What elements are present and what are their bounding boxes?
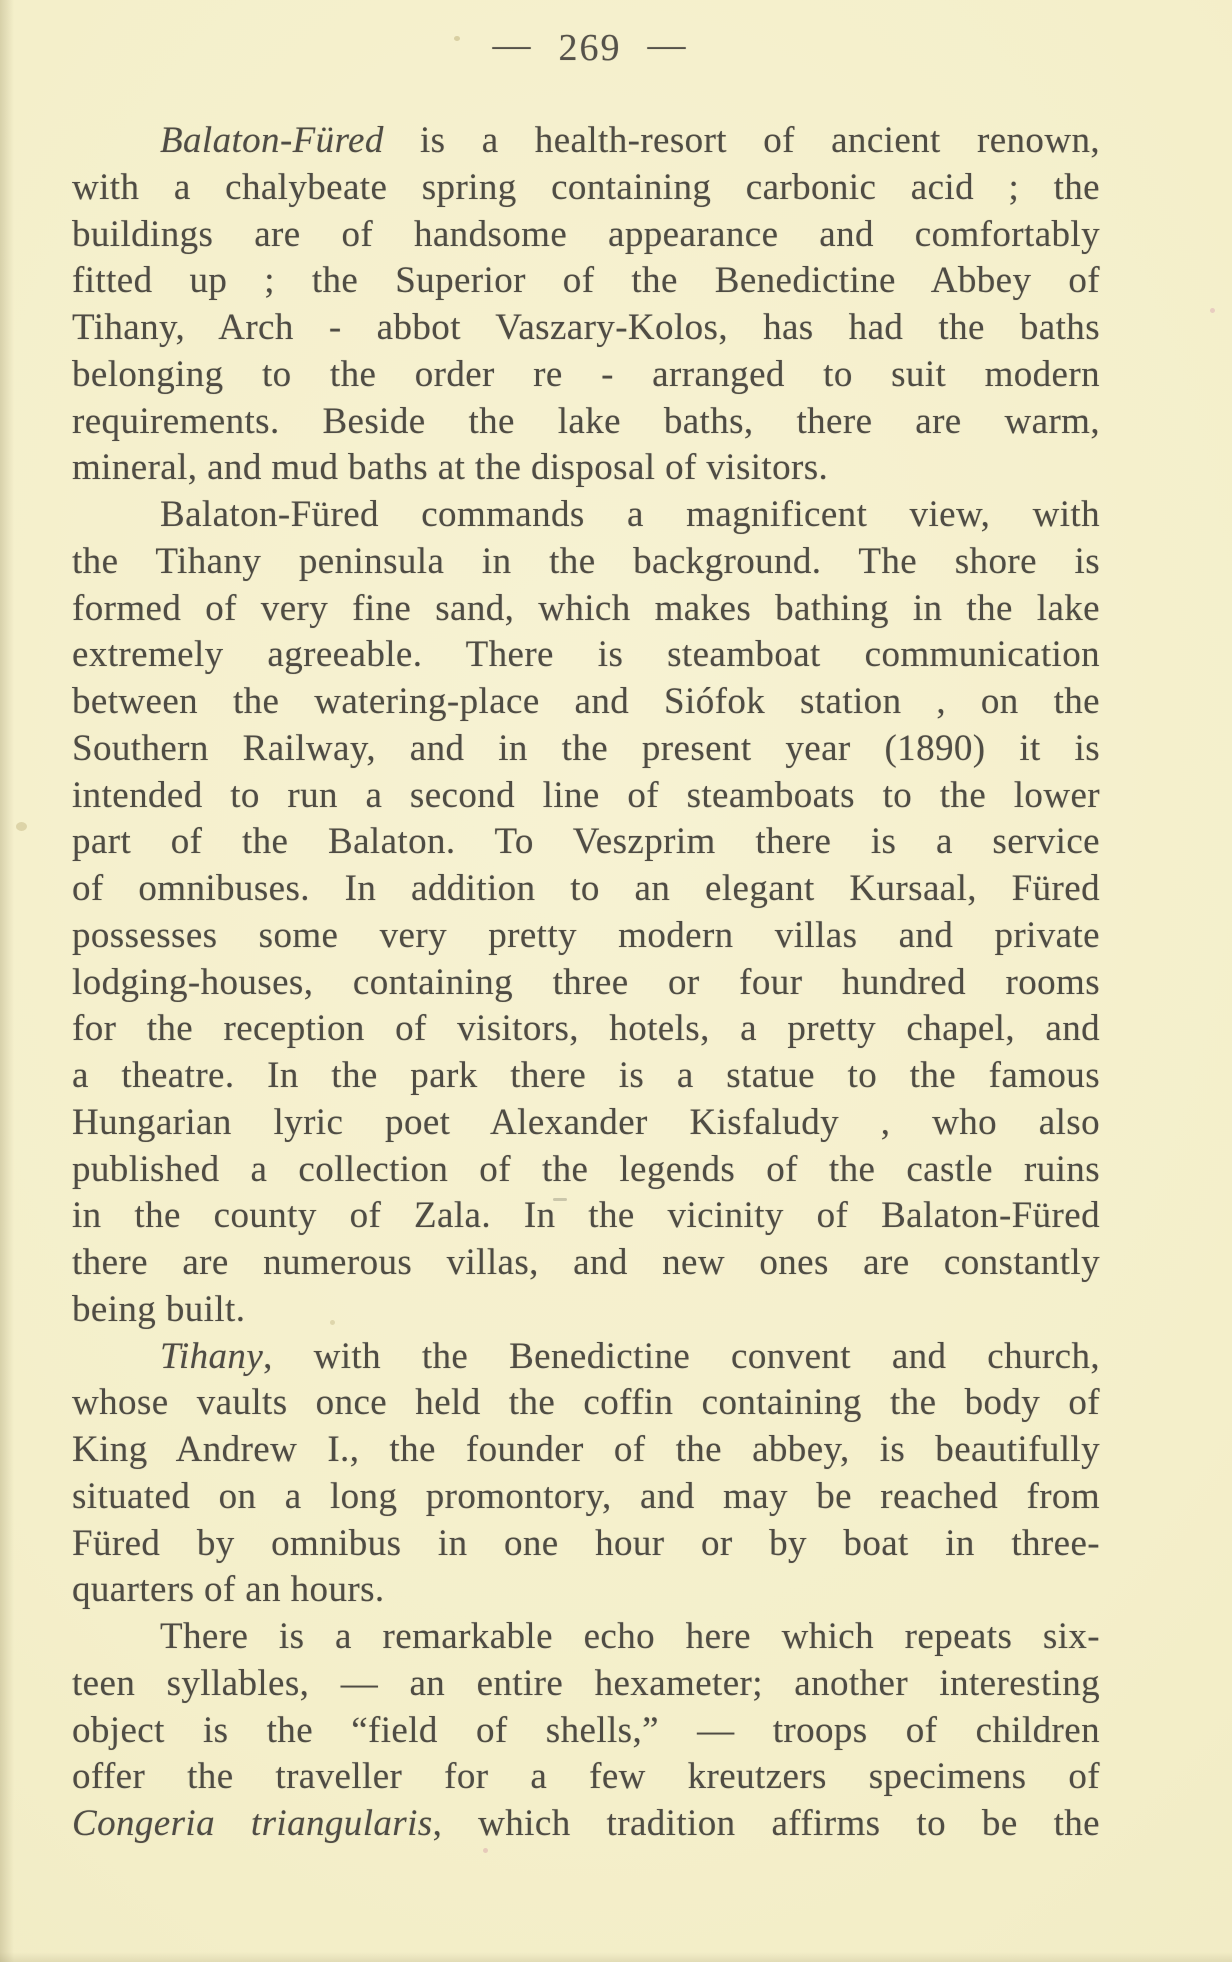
text-line: [72, 866, 1100, 913]
text-line: [72, 445, 1100, 492]
text-segment: There is a remarkable echo here which repeats six-: [160, 1616, 1100, 1657]
text-segment: whose vaults once held the coffin containing the body of: [72, 1382, 1100, 1424]
page-number-value: 269: [558, 27, 622, 69]
text-block: [72, 118, 1100, 1848]
text-segment: for the reception of visitors, hotels, a pretty chapel, and: [72, 1008, 1100, 1050]
paper-speck: [483, 1848, 488, 1853]
text-segment: situated on a long promontory, and may be reached from: [72, 1475, 1100, 1517]
text-segment: requirements. Beside the lake baths, there are warm,: [72, 400, 1100, 442]
text-line: [72, 1006, 1100, 1053]
text-line: [72, 773, 1100, 820]
text-segment: Hungarian lyric poet Alexander Kisfaludy , who also: [72, 1101, 1100, 1143]
text-segment: the Tihany peninsula in the background. The shore is: [72, 540, 1100, 582]
text-line: [72, 1567, 1100, 1614]
text-line: [72, 1240, 1100, 1287]
text-segment: extremely agreeable. There is steamboat communication: [72, 634, 1100, 676]
page-edge-shadow-left: [0, 0, 14, 1962]
text-segment: buildings are of handsome appearance and comfortably: [72, 213, 1100, 255]
paragraph: [72, 118, 1100, 492]
paragraph: [72, 1614, 1100, 1848]
text-segment: formed of very fine sand, which makes bathing in the lake: [72, 587, 1100, 629]
text-line: [72, 819, 1100, 866]
text-segment: Tihany, Arch - abbot Vaszary-Kolos, has had the baths: [72, 307, 1100, 348]
text-segment: belonging to the order re - arranged to suit modern: [72, 353, 1100, 395]
text-segment: between the watering-place and Siófok station , on the: [72, 681, 1100, 722]
text-segment: object is the “field of shells,” — troops of children: [72, 1709, 1100, 1751]
text-segment: a theatre. In the park there is a statue to the famous: [72, 1055, 1100, 1096]
text-segment: , which tradition affirms to be the: [432, 1803, 1100, 1844]
text-line: [72, 1521, 1100, 1568]
text-segment: of omnibuses. In addition to an elegant Kursaal, Füred: [72, 868, 1100, 909]
text-segment: Balaton-Füred commands a magnificent view, with: [160, 494, 1100, 535]
text-line: [72, 1708, 1100, 1755]
text-line: [72, 1193, 1100, 1240]
text-line: [72, 118, 1100, 165]
text-line: [72, 1474, 1100, 1521]
text-line: [72, 1801, 1100, 1848]
text-segment: Southern Railway, and in the present year (1890) it is: [72, 727, 1100, 769]
text-line: [72, 165, 1100, 212]
text-line: [72, 212, 1100, 259]
paper-speck: [16, 822, 27, 831]
text-line: [72, 305, 1100, 352]
text-line: [72, 1334, 1100, 1381]
text-segment: teen syllables, — an entire hexameter; another interesting: [72, 1662, 1100, 1704]
text-line: [72, 960, 1100, 1007]
text-segment: quarters of an hours.: [72, 1569, 385, 1611]
paragraph: [72, 492, 1100, 1334]
text-segment: offer the traveller for a few kreutzers specimens of: [72, 1756, 1100, 1798]
text-segment: is a health-resort of ancient renown,: [383, 120, 1100, 161]
text-line: [72, 1053, 1100, 1100]
page-edge-shadow-bottom: [0, 1952, 1232, 1962]
text-segment: being built.: [72, 1288, 246, 1330]
text-line: [72, 1380, 1100, 1427]
text-line: [72, 679, 1100, 726]
text-line: [72, 1287, 1100, 1334]
text-line: [72, 913, 1100, 960]
italic-text: Balaton-Füred: [160, 120, 384, 161]
text-line: [72, 1147, 1100, 1194]
text-line: [72, 1427, 1100, 1474]
italic-text: Congeria triangularis: [72, 1803, 433, 1844]
text-line: [72, 1614, 1100, 1661]
text-segment: mineral, and mud baths at the disposal of visitors.: [72, 447, 829, 489]
text-segment: in the county of Zala. In the vicinity of Balaton-Füred: [72, 1195, 1100, 1237]
paragraph: [72, 1334, 1100, 1615]
text-segment: fitted up ; the Superior of the Benedictine Abbey of: [72, 260, 1100, 302]
text-line: [72, 632, 1100, 679]
page-number-right-dash: —: [647, 24, 688, 66]
page-number: [0, 24, 1180, 69]
text-line: [72, 1100, 1100, 1147]
text-segment: with a chalybeate spring containing carbonic acid ; the: [72, 166, 1100, 208]
text-line: [72, 1661, 1100, 1708]
text-segment: Füred by omnibus in one hour or by boat in three-: [72, 1522, 1100, 1564]
text-segment: published a collection of the legends of the castle ruins: [72, 1148, 1100, 1190]
text-segment: part of the Balaton. To Veszprim there is a service: [72, 821, 1100, 863]
text-segment: King Andrew I., the founder of the abbey, is beautifully: [72, 1429, 1100, 1470]
text-line: [72, 1754, 1100, 1801]
text-line: [72, 399, 1100, 446]
text-line: [72, 586, 1100, 633]
page-number-left-dash: —: [492, 24, 533, 66]
text-line: [72, 352, 1100, 399]
text-line: [72, 492, 1100, 539]
text-segment: there are numerous villas, and new ones are constantly: [72, 1242, 1100, 1283]
text-line: [72, 539, 1100, 586]
text-line: [72, 726, 1100, 773]
italic-text: Tihany: [160, 1335, 264, 1377]
text-segment: , with the Benedictine convent and church,: [263, 1335, 1100, 1377]
text-line: [72, 258, 1100, 305]
text-segment: possesses some very pretty modern villas and private: [72, 914, 1100, 956]
paper-speck: [1210, 308, 1215, 313]
text-segment: lodging-houses, containing three or four hundred rooms: [72, 961, 1100, 1003]
text-segment: intended to run a second line of steamboats to the lower: [72, 774, 1100, 816]
